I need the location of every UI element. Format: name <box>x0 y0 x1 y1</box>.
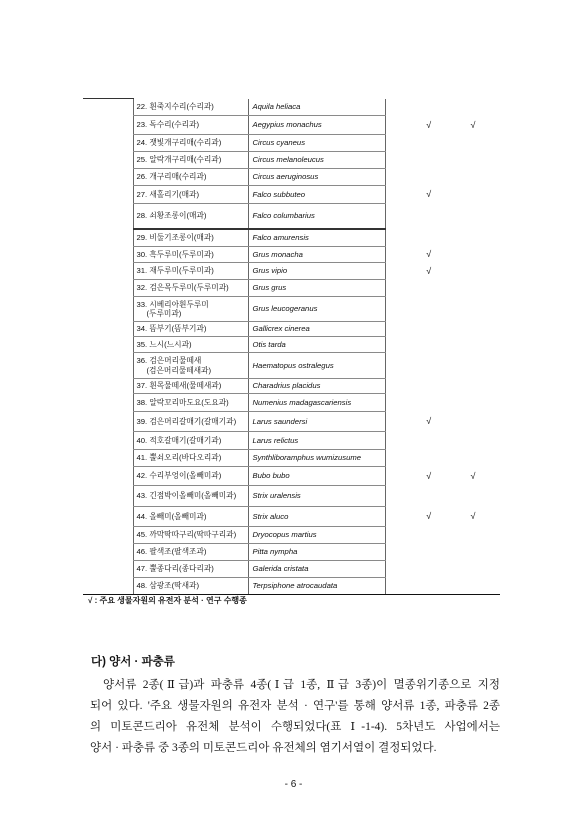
korean-name: 31. 재두루미(두루미과) <box>136 266 214 276</box>
korean-name: 38. 알락꼬리마도요(도요과) <box>136 397 229 407</box>
species-table-body <box>83 99 500 595</box>
mark-cell-2 <box>452 507 500 527</box>
korean-name: 34. 뜸부기(뜸부기과) <box>136 324 207 334</box>
mark-cell-2 <box>452 204 500 229</box>
species-table <box>83 98 500 595</box>
korean-name-cell <box>133 467 248 486</box>
scientific-name: Strix aluco <box>252 511 289 521</box>
korean-name: 27. 새홀리기(매과) <box>136 189 199 199</box>
check-mark: √ <box>426 416 432 427</box>
check-mark: √ <box>470 119 476 130</box>
table-footnote: √ : 주요 생물자원의 유전자 분석 · 연구 수행종 <box>88 596 247 605</box>
scientific-name: Circus aeruginosus <box>252 172 319 182</box>
mark-cell-2 <box>452 432 500 450</box>
mark-cell-2 <box>452 135 500 152</box>
scientific-name-cell <box>248 467 385 486</box>
scientific-name-cell <box>248 578 385 595</box>
scientific-name-cell <box>248 432 385 450</box>
korean-name-cell <box>133 135 248 152</box>
mark-cell-2 <box>452 152 500 169</box>
korean-name-cell <box>133 394 248 412</box>
scientific-name-cell <box>248 186 385 204</box>
korean-name: 42. 수리부엉이(올빼미과) <box>136 471 222 481</box>
check-mark: √ <box>426 470 432 481</box>
korean-name: 28. 쇠황조롱이(매과) <box>136 211 207 221</box>
mark-cell-1 <box>385 116 452 135</box>
scientific-name-cell <box>248 322 385 337</box>
korean-name-cell <box>133 527 248 544</box>
korean-name-cell <box>133 280 248 297</box>
table-row <box>83 186 500 204</box>
scientific-name-cell <box>248 450 385 467</box>
korean-name-cell <box>133 99 248 116</box>
korean-name-cell <box>133 152 248 169</box>
korean-name-cell <box>133 486 248 507</box>
korean-name-cell <box>133 561 248 578</box>
mark-cell-1 <box>385 247 452 263</box>
korean-name-family: (검은머리물떼새과) <box>146 365 212 375</box>
table-row <box>83 561 500 578</box>
mark-cell-1 <box>385 432 452 450</box>
mark-cell-1 <box>385 507 452 527</box>
korean-name: 22. 흰죽지수리(수리과) <box>136 102 214 112</box>
korean-name: 40. 적호갈매기(갈매기과) <box>136 435 222 445</box>
korean-name: 44. 올빼미(올빼미과) <box>136 511 207 521</box>
scientific-name: Grus monacha <box>252 249 303 259</box>
korean-name: 24. 잿빛개구리매(수리과) <box>136 138 222 148</box>
scientific-name: Synthliboramphus wumizusume <box>252 453 362 463</box>
table-row <box>83 353 500 379</box>
mark-cell-1 <box>385 297 452 322</box>
korean-name-cell <box>133 450 248 467</box>
table-row <box>83 263 500 280</box>
paragraph-line: 되어 있다. '주요 생물자원의 유전자 분석 · 연구'를 통해 양서류 1종, 파충류 2종 <box>90 700 500 712</box>
korean-name-cell <box>133 263 248 280</box>
mark-cell-2 <box>452 412 500 432</box>
mark-cell-1 <box>385 353 452 379</box>
scientific-name-cell <box>248 169 385 186</box>
scientific-name-cell <box>248 99 385 116</box>
mark-cell-1 <box>385 561 452 578</box>
mark-cell-2 <box>452 394 500 412</box>
mark-cell-2 <box>452 280 500 297</box>
korean-name-cell <box>133 169 248 186</box>
table-row <box>83 229 500 247</box>
scientific-name: Aegypius monachus <box>252 120 322 130</box>
scientific-name: Galerida cristata <box>252 564 309 574</box>
mark-cell-1 <box>385 467 452 486</box>
korean-name: 46. 팔색조(팔색조과) <box>136 547 207 557</box>
check-mark: √ <box>426 189 432 200</box>
table-row <box>83 99 500 116</box>
scientific-name-cell <box>248 527 385 544</box>
korean-name-cell <box>133 186 248 204</box>
scientific-name: Falco amurensis <box>252 233 309 243</box>
scientific-name: Circus cyaneus <box>252 138 306 148</box>
mark-cell-2 <box>452 353 500 379</box>
scientific-name-cell <box>248 229 385 247</box>
scientific-name-cell <box>248 544 385 561</box>
korean-name: 25. 알락개구리매(수리과) <box>136 155 222 165</box>
check-mark: √ <box>426 119 432 130</box>
scientific-name: Grus leucogeranus <box>252 304 318 314</box>
mark-cell-1 <box>385 527 452 544</box>
scientific-name: Larus saundersi <box>252 416 308 426</box>
scientific-name: Terpsiphone atrocaudata <box>252 581 338 591</box>
scientific-name-cell <box>248 263 385 280</box>
korean-name-cell <box>133 353 248 379</box>
korean-name-cell <box>133 412 248 432</box>
korean-name: 36. 검은머리물떼새 <box>136 356 202 366</box>
check-mark: √ <box>426 249 432 260</box>
scientific-name: Falco columbarius <box>252 211 315 221</box>
scientific-name-cell <box>248 486 385 507</box>
mark-cell-1 <box>385 322 452 337</box>
scientific-name-cell <box>248 297 385 322</box>
table-row <box>83 486 500 507</box>
table-row <box>83 527 500 544</box>
korean-name: 48. 삼광조(딱새과) <box>136 581 199 591</box>
table-row <box>83 432 500 450</box>
korean-name-cell <box>133 322 248 337</box>
korean-name: 29. 비둘기조롱이(매과) <box>136 233 214 243</box>
table-row <box>83 467 500 486</box>
paragraph-line: 의 미토콘드리아 유전체 분석이 수행되었다(표 Ⅰ-1-4). 5차년도 사업에서는 <box>90 721 500 733</box>
scientific-name: Larus relictus <box>252 435 299 445</box>
table-row <box>83 280 500 297</box>
mark-cell-1 <box>385 169 452 186</box>
mark-cell-1 <box>385 544 452 561</box>
korean-name: 37. 흰목물떼새(물떼새과) <box>136 381 222 391</box>
korean-name-cell <box>133 204 248 229</box>
scientific-name: Otis tarda <box>252 339 286 349</box>
scientific-name: Charadrius placidus <box>252 381 321 391</box>
korean-name-cell <box>133 229 248 247</box>
mark-cell-1 <box>385 229 452 247</box>
korean-name-cell <box>133 507 248 527</box>
scientific-name-cell <box>248 152 385 169</box>
scientific-name: Bubo bubo <box>252 471 290 481</box>
scientific-name-cell <box>248 561 385 578</box>
table-row <box>83 337 500 353</box>
table-row <box>83 152 500 169</box>
scientific-name-cell <box>248 204 385 229</box>
korean-name: 23. 독수리(수리과) <box>136 120 199 130</box>
mark-cell-1 <box>385 337 452 353</box>
table-row <box>83 544 500 561</box>
mark-cell-2 <box>452 544 500 561</box>
mark-cell-1 <box>385 578 452 595</box>
korean-name-cell <box>133 116 248 135</box>
korean-name-cell <box>133 544 248 561</box>
scientific-name: Dryocopus martius <box>252 530 317 540</box>
korean-name: 35. 느시(느시과) <box>136 339 192 349</box>
mark-cell-2 <box>452 467 500 486</box>
scientific-name: Numenius madagascariensis <box>252 397 352 407</box>
mark-cell-2 <box>452 322 500 337</box>
korean-name: 30. 흑두루미(두루미과) <box>136 249 214 259</box>
korean-name: 32. 검은목두루미(두루미과) <box>136 283 229 293</box>
scientific-name: Falco subbuteo <box>252 189 306 199</box>
mark-cell-2 <box>452 450 500 467</box>
paragraph-line: 양서류 2종(Ⅱ급)과 파충류 4종(Ⅰ급 1종, Ⅱ급 3종)이 멸종위기종으로 지정 <box>103 679 500 691</box>
mark-cell-2 <box>452 229 500 247</box>
korean-name: 43. 긴점박이올빼미(올빼미과) <box>136 491 237 501</box>
scientific-name-cell <box>248 394 385 412</box>
scientific-name-cell <box>248 379 385 394</box>
section-paragraph <box>90 675 500 759</box>
korean-name-cell <box>133 247 248 263</box>
table-row <box>83 135 500 152</box>
korean-name: 47. 뿔종다리(종다리과) <box>136 564 214 574</box>
mark-cell-1 <box>385 280 452 297</box>
scientific-name: Circus melanoleucus <box>252 155 324 165</box>
page-number: - 6 - <box>284 779 303 790</box>
korean-name-cell <box>133 432 248 450</box>
table-row <box>83 507 500 527</box>
section-heading: 다) 양서 · 파충류 <box>91 656 175 668</box>
korean-name-cell <box>133 578 248 595</box>
check-mark: √ <box>426 511 432 522</box>
table-row <box>83 322 500 337</box>
mark-cell-2 <box>452 578 500 595</box>
check-mark: √ <box>426 265 432 276</box>
korean-name-cell <box>133 379 248 394</box>
table-row <box>83 247 500 263</box>
scientific-name: Aquila heliaca <box>252 102 301 112</box>
mark-cell-2 <box>452 116 500 135</box>
scientific-name: Gallicrex cinerea <box>252 324 310 334</box>
mark-cell-1 <box>385 152 452 169</box>
scientific-name: Strix uralensis <box>252 491 301 501</box>
mark-cell-1 <box>385 412 452 432</box>
category-cell <box>83 99 133 595</box>
mark-cell-1 <box>385 450 452 467</box>
mark-cell-2 <box>452 337 500 353</box>
table-row <box>83 578 500 595</box>
korean-name: 33. 시베리아흰두루미 <box>136 299 209 309</box>
table-row <box>83 412 500 432</box>
scientific-name-cell <box>248 353 385 379</box>
scientific-name: Grus vipio <box>252 266 288 276</box>
scientific-name: Grus grus <box>252 283 287 293</box>
korean-name: 26. 개구리매(수리과) <box>136 172 207 182</box>
scientific-name: Pitta nympha <box>252 547 298 557</box>
scientific-name-cell <box>248 412 385 432</box>
table-row <box>83 116 500 135</box>
mark-cell-1 <box>385 186 452 204</box>
mark-cell-1 <box>385 204 452 229</box>
korean-name-family: (두루미과) <box>146 309 182 318</box>
mark-cell-2 <box>452 297 500 322</box>
korean-name: 45. 까막딱따구리(딱따구리과) <box>136 530 237 540</box>
table-row <box>83 450 500 467</box>
scientific-name-cell <box>248 135 385 152</box>
scientific-name: Haematopus ostralegus <box>252 360 334 370</box>
scientific-name-cell <box>248 116 385 135</box>
table-row <box>83 204 500 229</box>
mark-cell-1 <box>385 394 452 412</box>
scientific-name-cell <box>248 280 385 297</box>
mark-cell-1 <box>385 99 452 116</box>
mark-cell-1 <box>385 379 452 394</box>
korean-name-cell <box>133 337 248 353</box>
mark-cell-2 <box>452 379 500 394</box>
mark-cell-1 <box>385 263 452 280</box>
mark-cell-2 <box>452 169 500 186</box>
scientific-name-cell <box>248 247 385 263</box>
scientific-name-cell <box>248 507 385 527</box>
mark-cell-2 <box>452 99 500 116</box>
mark-cell-2 <box>452 263 500 280</box>
check-mark: √ <box>470 511 476 522</box>
table-row <box>83 394 500 412</box>
korean-name: 41. 뿔쇠오리(바다오리과) <box>136 453 222 463</box>
korean-name-cell <box>133 297 248 322</box>
mark-cell-2 <box>452 186 500 204</box>
table-row <box>83 297 500 322</box>
paragraph-line: 양서 · 파충류 중 3종의 미토콘드리아 유전체의 염기서열이 결정되었다. <box>90 742 437 754</box>
mark-cell-2 <box>452 247 500 263</box>
mark-cell-2 <box>452 527 500 544</box>
table-row <box>83 169 500 186</box>
check-mark: √ <box>470 470 476 481</box>
mark-cell-2 <box>452 561 500 578</box>
scientific-name-cell <box>248 337 385 353</box>
mark-cell-2 <box>452 486 500 507</box>
mark-cell-1 <box>385 135 452 152</box>
korean-name: 39. 검은머리갈매기(갈매기과) <box>136 416 237 426</box>
mark-cell-1 <box>385 486 452 507</box>
table-row <box>83 379 500 394</box>
